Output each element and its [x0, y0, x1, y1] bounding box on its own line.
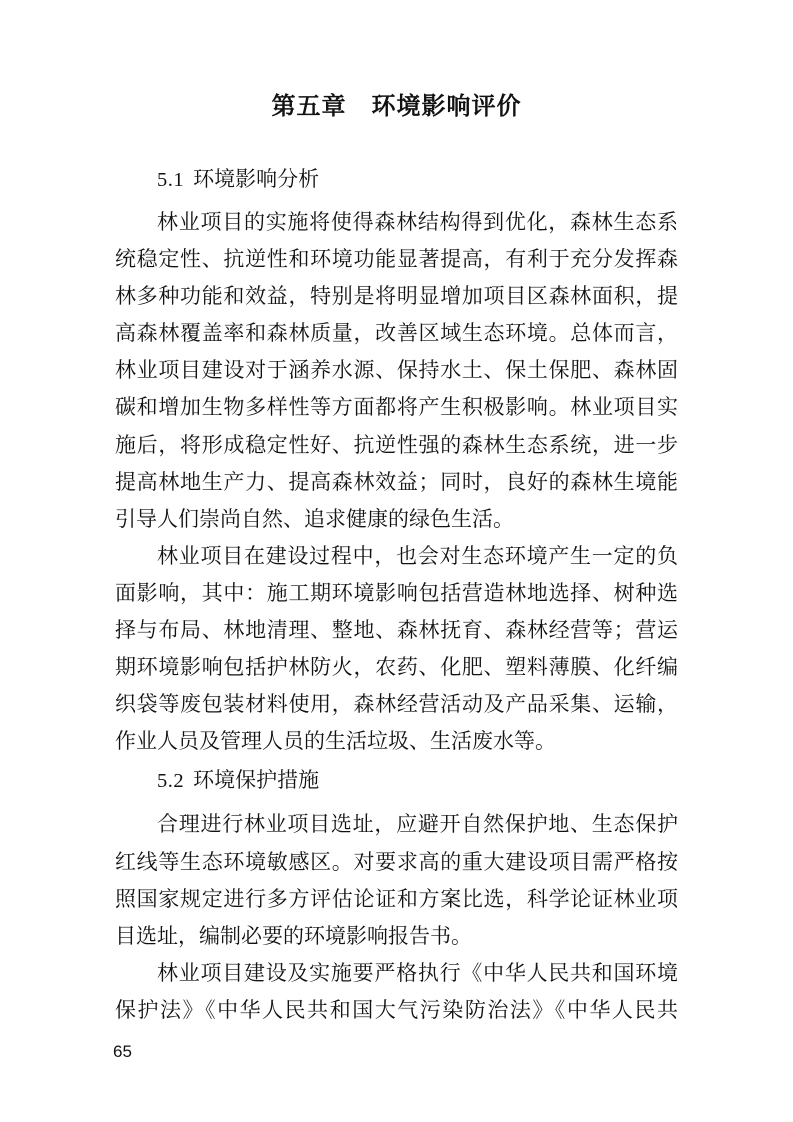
paragraph-line: 林业项目在建设过程中，也会对生态环境产生一定的负: [157, 544, 678, 568]
paragraph-line: 林业项目建设及实施要严格执行《中华人民共和国环境: [157, 961, 678, 985]
paragraph-line: 统稳定性、抗逆性和环境功能显著提高，有利于充分发挥森: [115, 248, 678, 272]
paragraph-line: 林业项目的实施将使得森林结构得到优化，森林生态系: [157, 211, 678, 234]
paragraph-line: 红线等生态环境敏感区。对要求高的重大建设项目需严格按: [115, 850, 678, 874]
paragraph: [115, 955, 678, 1029]
paragraph-line: 择与布局、林地清理、整地、森林抚育、森林经营等；营运: [115, 619, 678, 643]
paragraph-line: 保护法》《中华人民共和国大气污染防治法》《中华人民共: [115, 998, 678, 1022]
paragraph-line: 目选址，编制必要的环境影响报告书。: [115, 924, 472, 948]
paragraph-line: 合理进行林业项目选址，应避开自然保护地、生态保护: [157, 813, 678, 837]
section-heading-5-2: [115, 768, 678, 794]
paragraph-line: 作业人员及管理人员的生活垃圾、生活废水等。: [115, 730, 556, 754]
section-heading-5-1: [115, 167, 678, 193]
page-number: 65: [113, 1041, 132, 1061]
paragraph-line: 面影响，其中：施工期环境影响包括营造林地选择、树种选: [115, 581, 678, 605]
paragraph: [115, 806, 678, 954]
paragraph-line: 高森林覆盖率和森林质量，改善区域生态环境。总体而言，: [115, 322, 678, 346]
paragraph: [115, 204, 678, 538]
paragraph-line: 碳和增加生物多样性等方面都将产生积极影响。林业项目实: [115, 396, 678, 420]
paragraph-line: 期环境影响包括护林防火，农药、化肥、塑料薄膜、化纤编: [115, 656, 678, 680]
paragraph-line: 织袋等废包装材料使用，森林经营活动及产品采集、运输，: [115, 693, 678, 717]
section-number: 5.2: [157, 770, 185, 793]
chapter-title: 第五章 环境影响评价: [271, 93, 522, 120]
paragraph-line: 照国家规定进行多方评估论证和方案比选，科学论证林业项: [115, 887, 678, 911]
paragraph: [115, 538, 678, 761]
section-title: 环境保护措施: [193, 769, 320, 793]
paragraph-line: 林多种功能和效益，特别是将明显增加项目区森林面积，提: [115, 285, 678, 309]
paragraph-line: 施后，将形成稳定性好、抗逆性强的森林生态系统，进一步: [115, 433, 678, 457]
paragraph-line: 提高林地生产力、提高森林效益；同时，良好的森林生境能: [115, 470, 678, 494]
section-number: 5.1: [157, 169, 185, 191]
section-title: 环境影响分析: [193, 168, 320, 191]
paragraph-line: 引导人们崇尚自然、追求健康的绿色生活。: [115, 507, 514, 531]
paragraph-line: 林业项目建设对于涵养水源、保持水土、保土保肥、森林固: [115, 359, 678, 383]
